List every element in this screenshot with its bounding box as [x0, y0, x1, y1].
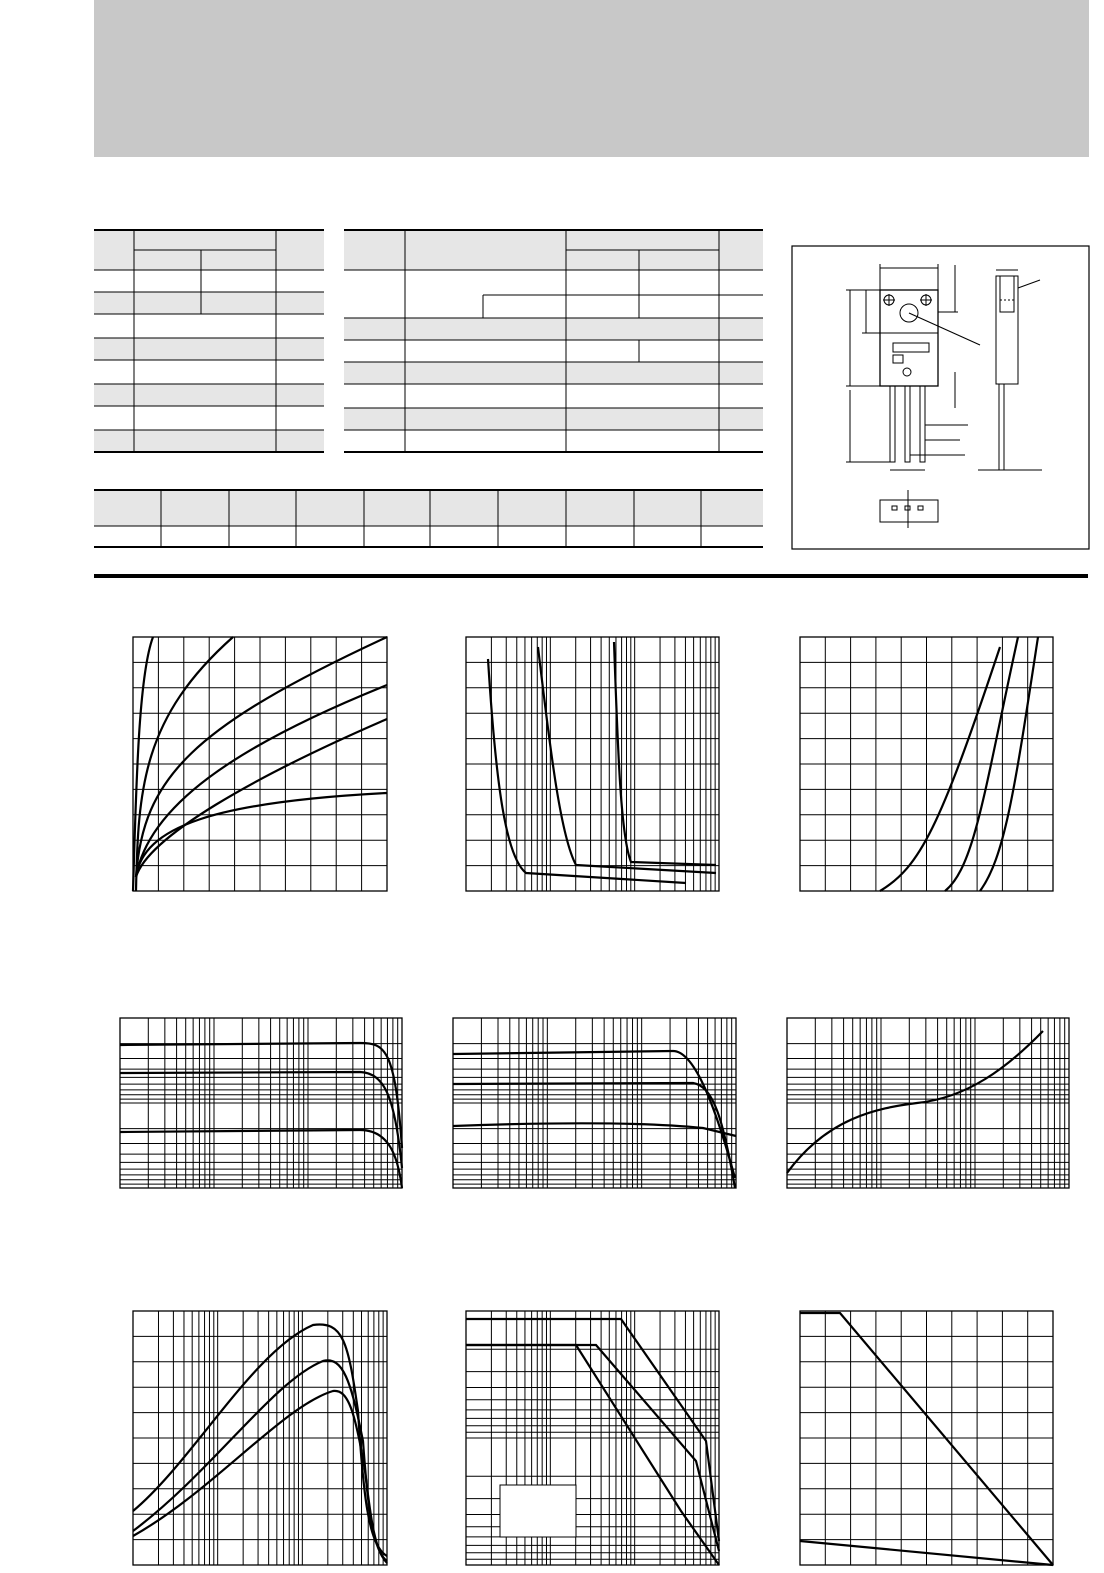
chart-9-grid — [800, 1311, 1053, 1565]
chart-5-curve-1 — [453, 1051, 735, 1178]
chart-2-plot — [466, 637, 719, 891]
chart-6-curve-1 — [787, 1031, 1043, 1173]
chart-7-curve-2 — [133, 1360, 387, 1561]
chart-5-plot — [453, 1018, 736, 1188]
chart-7-plot — [133, 1311, 387, 1565]
chart-1-plot — [133, 637, 387, 891]
chart-7-curve-3 — [133, 1391, 387, 1563]
chart-2-grid — [466, 637, 719, 891]
chart-2-curve-1 — [488, 659, 686, 883]
chart-3-curve-1 — [880, 647, 1000, 891]
chart-9-plot — [800, 1311, 1053, 1565]
chart-6-grid — [787, 1018, 1069, 1188]
chart-1-curve-3 — [136, 637, 387, 877]
chart-3-grid — [800, 637, 1053, 891]
chart-5-curve-3 — [453, 1123, 736, 1136]
chart-4-plot — [120, 1018, 402, 1188]
chart-8-inset-box — [500, 1485, 576, 1537]
chart-4-curve-2 — [120, 1072, 402, 1168]
chart-6-plot — [787, 1018, 1069, 1188]
chart-5-grid — [453, 1018, 736, 1188]
chart-1-curve-4 — [136, 685, 387, 877]
chart-2-curve-2 — [538, 647, 716, 873]
chart-1-curve-6 — [136, 793, 387, 877]
chart-3-plot — [800, 637, 1053, 891]
chart-1-grid — [133, 637, 387, 891]
